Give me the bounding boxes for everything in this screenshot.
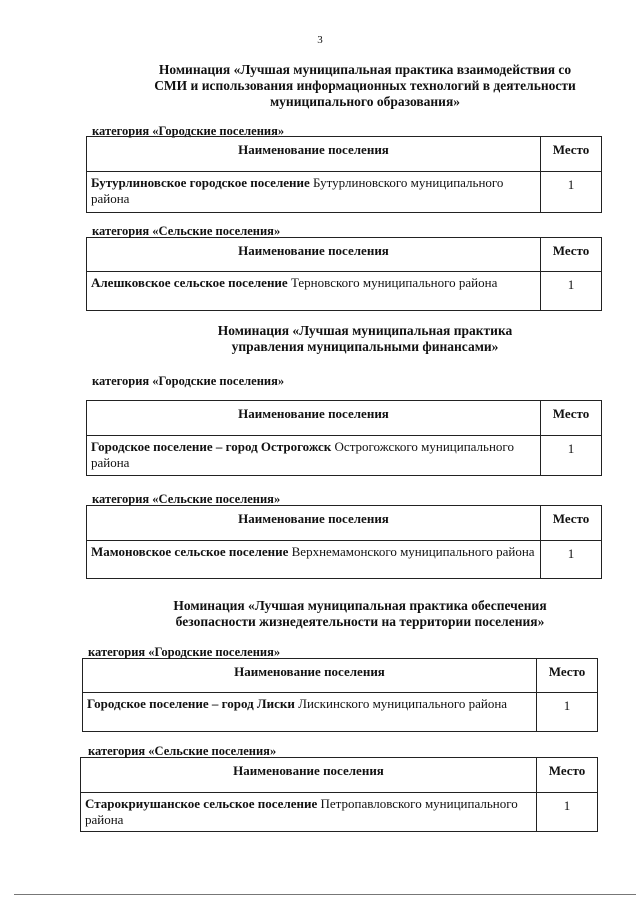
nomination-title xyxy=(120,62,610,110)
nomination-title xyxy=(120,598,600,630)
table-row xyxy=(87,172,601,213)
settlement-name-bold: Алешковское сельское поселение xyxy=(91,275,288,290)
column-header-name: Наименование поселения xyxy=(87,238,541,271)
settlement-district: Бутурлиновского муниципального района xyxy=(91,175,504,206)
settlement-name xyxy=(83,693,537,732)
place-value: 1 xyxy=(567,177,575,192)
column-header-name: Наименование поселения xyxy=(87,137,541,171)
results-table xyxy=(86,505,602,579)
results-table xyxy=(86,237,602,311)
place-value: 1 xyxy=(567,277,575,292)
settlement-district: Верхнемамонского муниципального района xyxy=(288,544,535,559)
table-row xyxy=(81,793,597,832)
column-header-place: Место xyxy=(548,664,586,679)
category-label: категория «Сельские поселения» xyxy=(92,492,281,506)
column-header-place: Место xyxy=(552,406,590,421)
page-number: 3 xyxy=(317,34,323,46)
settlement-name xyxy=(87,172,541,213)
table-row xyxy=(83,693,597,732)
place-value: 1 xyxy=(567,441,575,456)
results-table xyxy=(86,400,602,476)
nomination-title-line: Номинация «Лучшая муниципальная практика взаимодействия со xyxy=(158,62,572,77)
settlement-name-bold: Городское поселение – город Лиски xyxy=(87,696,295,711)
settlement-district: Острогожского муниципального района xyxy=(91,439,514,470)
nomination-title-line: управления муниципальными финансами» xyxy=(231,339,499,354)
category-label: категория «Сельские поселения» xyxy=(92,224,281,238)
column-header-name: Наименование поселения xyxy=(87,401,541,435)
column-header-place: Место xyxy=(552,511,590,526)
settlement-name xyxy=(87,272,541,311)
settlement-name xyxy=(81,793,537,832)
category-label: категория «Городские поселения» xyxy=(92,374,285,388)
table-header-row xyxy=(83,659,597,693)
settlement-name-bold: Старокриушанское сельское поселение xyxy=(85,796,318,811)
column-header-name: Наименование поселения xyxy=(83,659,537,692)
settlement-name-bold: Бутурлиновское городское поселение xyxy=(91,175,310,190)
column-header-name: Наименование поселения xyxy=(87,506,541,540)
column-header-place: Место xyxy=(548,763,586,778)
column-header-place: Место xyxy=(552,243,590,258)
table-row xyxy=(87,436,601,476)
page-bottom-rule xyxy=(14,894,636,895)
column-header-place: Место xyxy=(552,142,590,157)
nomination-title-line: безопасности жизнедеятельности на территории поселения» xyxy=(175,614,545,629)
category-label: категория «Сельские поселения» xyxy=(88,744,277,758)
table-header-row xyxy=(87,137,601,172)
settlement-name-bold: Мамоновское сельское поселение xyxy=(91,544,289,559)
settlement-name-bold: Городское поселение – город Острогожск xyxy=(91,439,332,454)
results-table xyxy=(86,136,602,213)
settlement-district: Петропавловского муниципального района xyxy=(85,796,518,827)
column-header-name: Наименование поселения xyxy=(81,758,537,792)
nomination-title-line: Номинация «Лучшая муниципальная практика обеспечения xyxy=(173,598,547,613)
table-row xyxy=(87,272,601,311)
settlement-district: Терновского муниципального района xyxy=(287,275,498,290)
results-table xyxy=(82,658,598,732)
table-header-row xyxy=(81,758,597,793)
category-label: категория «Городские поселения» xyxy=(92,124,285,138)
nomination-title-line: муниципального образования» xyxy=(269,94,461,109)
settlement-name xyxy=(87,436,541,476)
settlement-name xyxy=(87,541,541,579)
table-row xyxy=(87,541,601,579)
nomination-title xyxy=(150,323,580,355)
place-value: 1 xyxy=(567,546,575,561)
place-value: 1 xyxy=(563,798,571,813)
nomination-title-line: Номинация «Лучшая муниципальная практика xyxy=(217,323,513,338)
results-table xyxy=(80,757,598,832)
table-header-row xyxy=(87,401,601,436)
settlement-district: Лискинского муниципального района xyxy=(294,696,508,711)
table-header-row xyxy=(87,506,601,541)
table-header-row xyxy=(87,238,601,272)
place-value: 1 xyxy=(563,698,571,713)
category-label: категория «Городские поселения» xyxy=(88,645,281,659)
nomination-title-line: СМИ и использования информационных технологий в деятельности xyxy=(154,78,576,93)
